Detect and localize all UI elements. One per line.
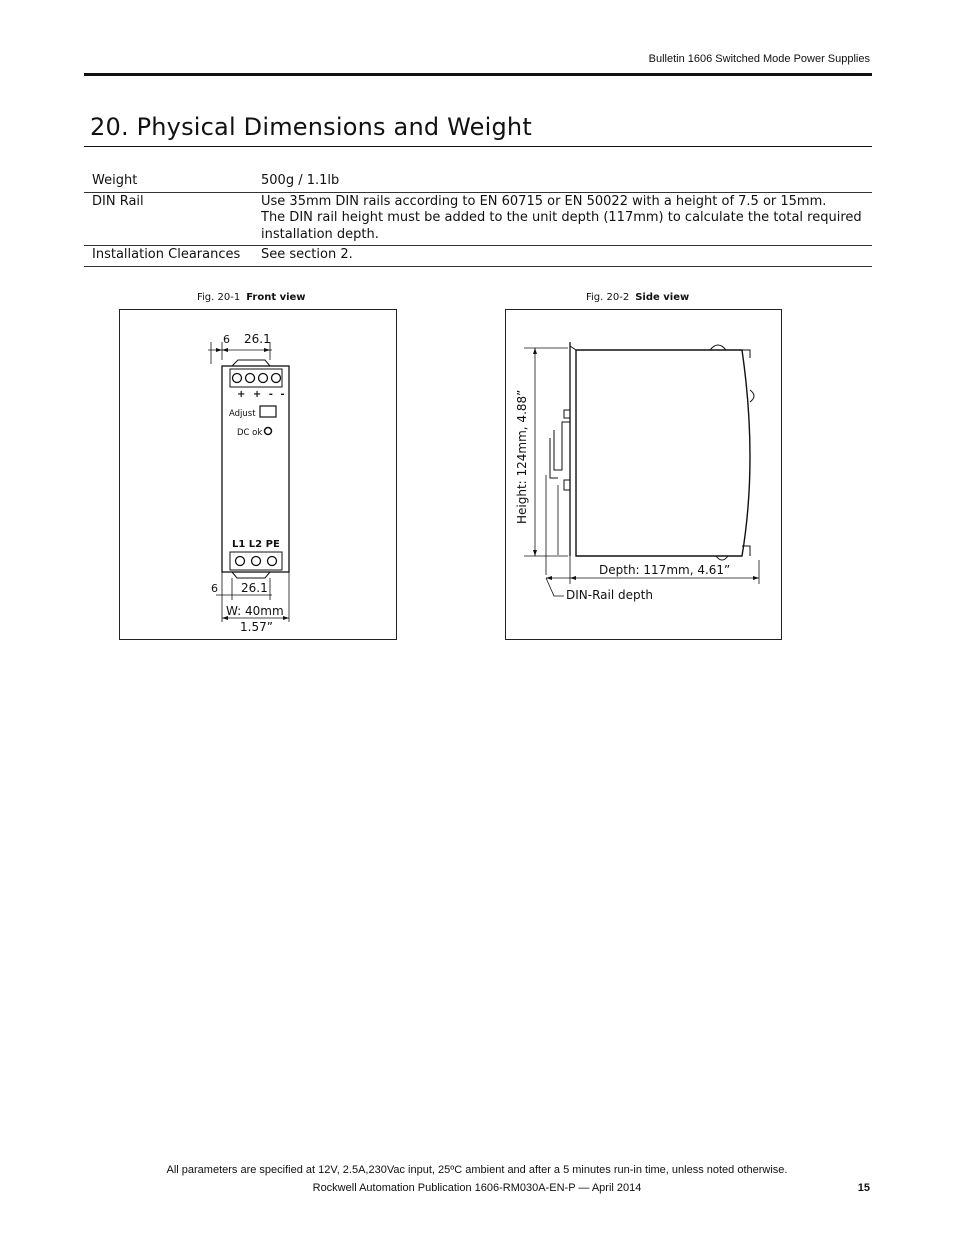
spec-row-installation-clearances xyxy=(84,246,872,267)
spec-value xyxy=(253,172,872,192)
footer-publication: Rockwell Automation Publication 1606-RM030A-EN-P — April 2014 xyxy=(312,1182,642,1194)
section-title: 20. Physical Dimensions and Weight xyxy=(90,113,532,141)
terminal-top-signs: + + - - xyxy=(237,389,287,400)
spec-value xyxy=(253,246,872,267)
footer-note: All parameters are specified at 12V, 2.5A,230Vac input, 25ºC ambient and after a 5 minutes run-in time, unless noted otherwise. xyxy=(166,1164,788,1176)
front-view-drawing xyxy=(120,310,396,639)
adjust-label: Adjust xyxy=(229,409,256,419)
spec-row-din-rail xyxy=(84,192,872,246)
spec-value xyxy=(253,192,872,246)
fig-side-caption xyxy=(586,292,689,303)
spec-value-line: Use 35mm DIN rails according to EN 60715 or EN 50022 with a height of 7.5 or 15mm. xyxy=(261,193,827,209)
title-rule xyxy=(84,146,872,147)
fig-front-number: Fig. 20-1 xyxy=(197,292,241,303)
fig-front-title: Front view xyxy=(246,292,306,303)
dim-bottom-left: 6 xyxy=(211,582,218,595)
din-rail-label: DIN-Rail depth xyxy=(566,588,653,602)
spec-label: Weight xyxy=(92,173,138,188)
spec-table xyxy=(84,172,872,267)
spec-value-line: 500g / 1.1lb xyxy=(261,173,340,188)
dcok-label: DC ok xyxy=(237,428,263,438)
dim-bottom-width: 26.1 xyxy=(241,581,268,595)
spec-label: Installation Clearances xyxy=(92,247,241,262)
spec-row-weight xyxy=(84,172,872,192)
width-mm-label: W: 40mm xyxy=(226,604,284,618)
depth-label: Depth: 117mm, 4.61” xyxy=(599,563,731,577)
page-number: 15 xyxy=(857,1182,870,1194)
spec-value-line: See section 2. xyxy=(261,247,353,262)
dim-top-left: 6 xyxy=(223,333,230,346)
spec-label: DIN Rail xyxy=(92,193,144,209)
terminal-bottom-label: L1 L2 PE xyxy=(232,539,280,550)
side-view-figure xyxy=(505,309,782,640)
side-view-drawing xyxy=(506,310,781,639)
dim-top-width: 26.1 xyxy=(244,332,271,346)
width-in-label: 1.57” xyxy=(240,620,273,634)
fig-side-title: Side view xyxy=(635,292,690,303)
fig-front-caption xyxy=(197,292,306,303)
running-header: Bulletin 1606 Switched Mode Power Supplies xyxy=(648,53,870,65)
spec-value-line: The DIN rail height must be added to the unit depth (117mm) to calculate the total required installation depth. xyxy=(261,210,862,242)
fig-side-number: Fig. 20-2 xyxy=(586,292,630,303)
header-rule xyxy=(84,73,872,76)
height-label: Height: 124mm, 4.88” xyxy=(515,389,529,524)
front-view-figure xyxy=(119,309,397,640)
